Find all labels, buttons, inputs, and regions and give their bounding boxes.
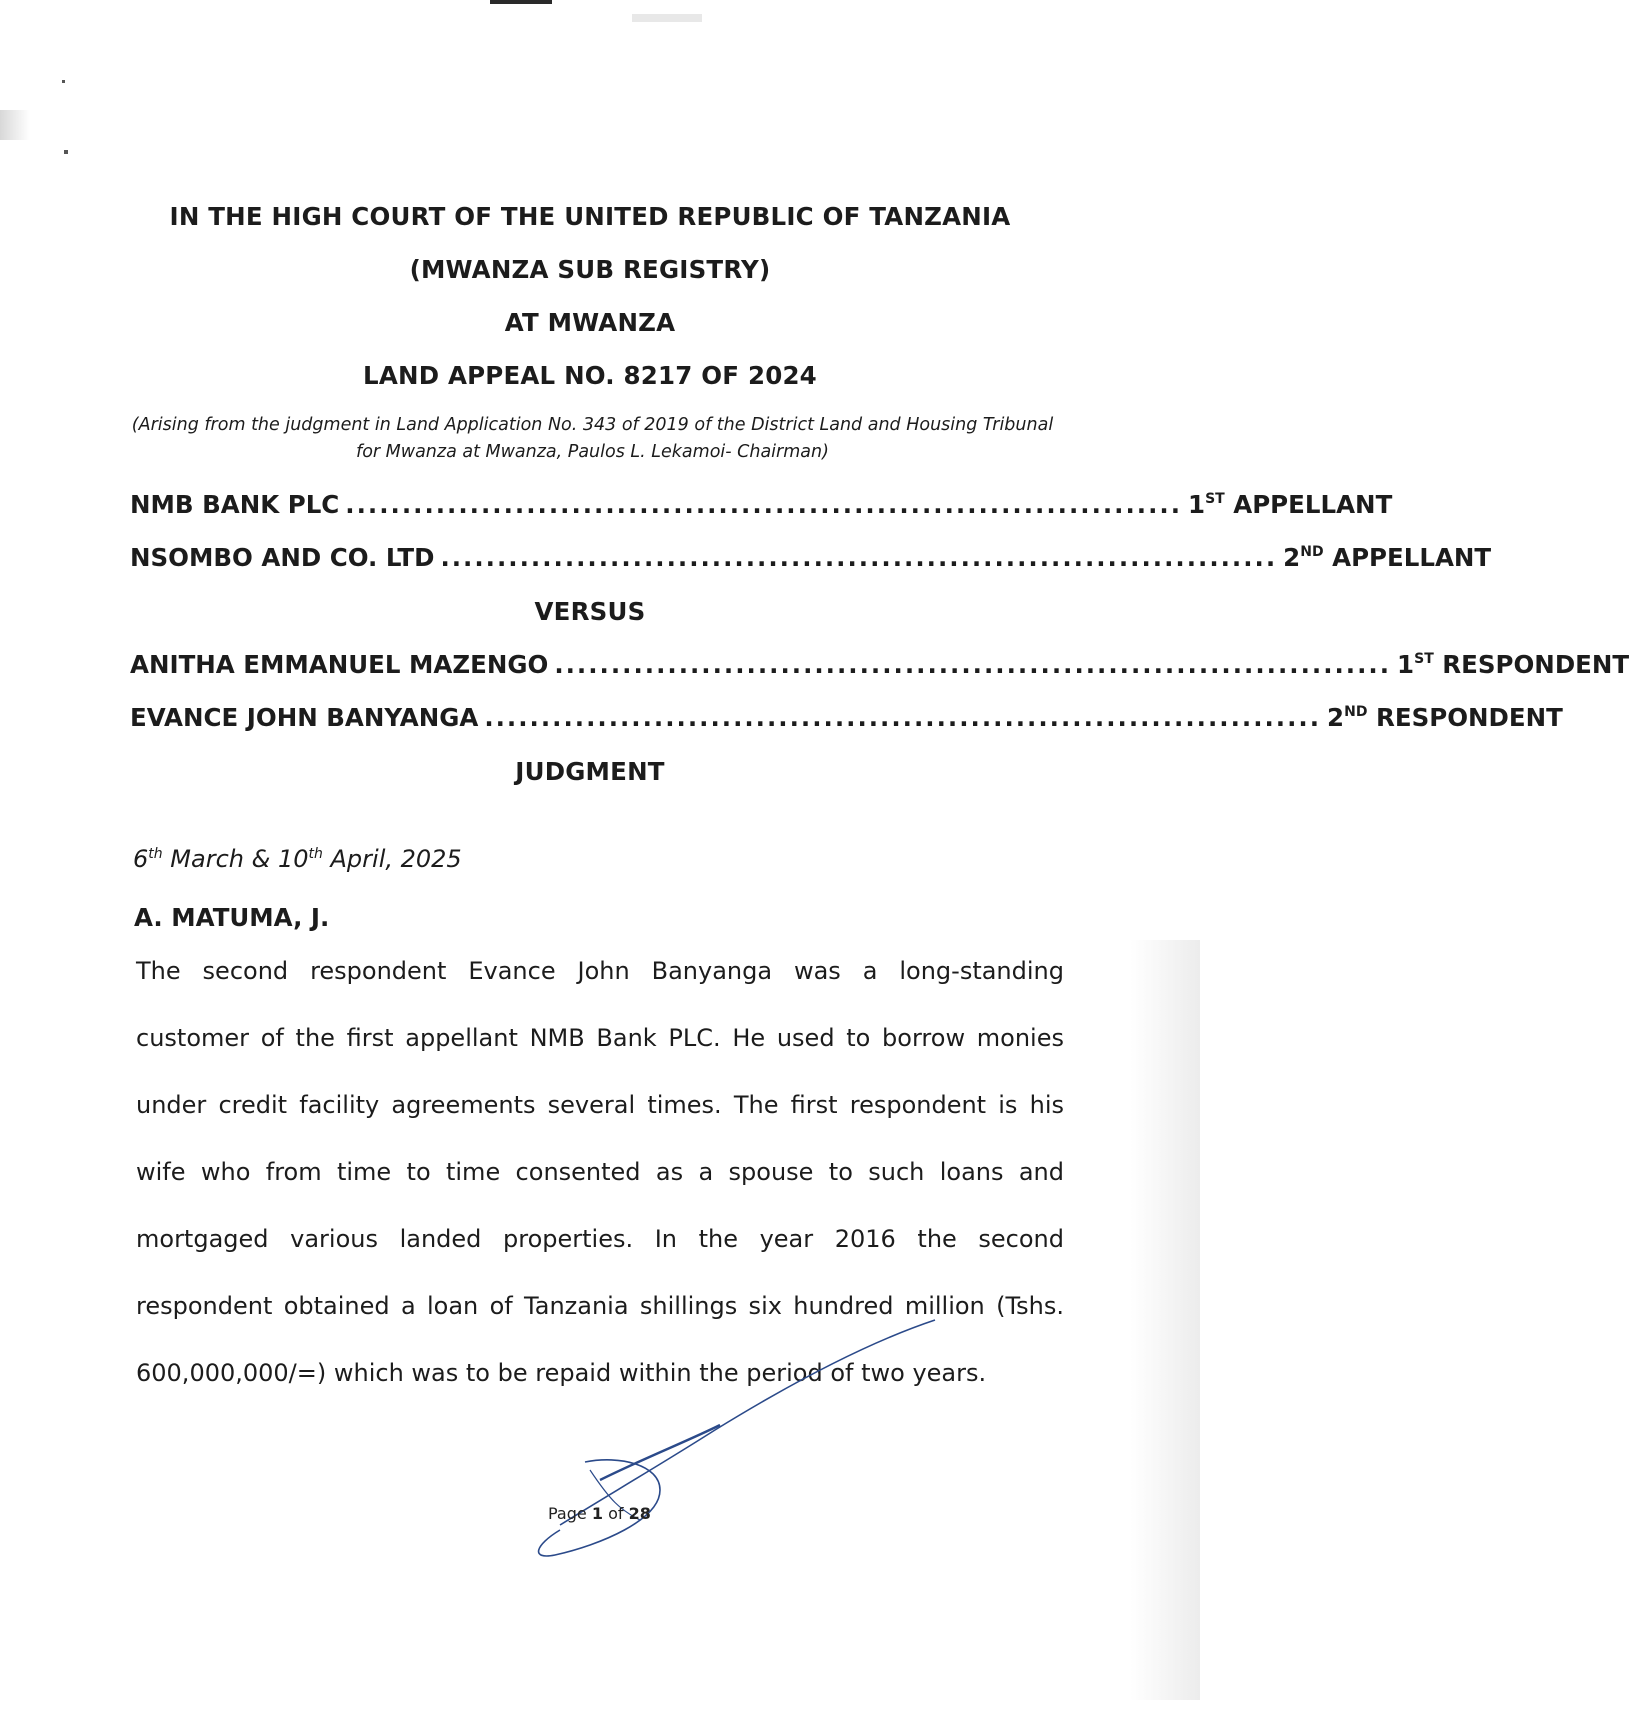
party-name: NSOMBO AND CO. LTD	[130, 543, 435, 572]
leader-dots: ..........................................................................	[440, 543, 1278, 572]
judgment-paragraph: The second respondent Evance John Banyanga was a long-standing customer of the first appellant NMB Bank PLC. He used to borrow monies under credit facility agreements several times. The first respondent is his wife who from time to time consented as a spouse to such loans and mortgaged various landed properties. In the year 2016 the second respondent obtained a loan of Tanzania shillings six hundred million (Tshs. 600,000,000/=) which was to be repaid within the period of two years.	[136, 957, 1064, 1387]
party-row	[130, 543, 1492, 579]
party-role: 2ND APPELLANT	[1283, 543, 1492, 572]
hearing-dates: 6th March & 10th April, 2025	[133, 845, 462, 873]
party-row	[130, 650, 1629, 686]
arising-line-1: (Arising from the judgment in Land Application No. 343 of 2019 of the District Land and Housing Tribunal	[131, 415, 1054, 435]
court-heading: IN THE HIGH COURT OF THE UNITED REPUBLIC OF TANZANIA	[169, 202, 1011, 231]
party-role: 2ND RESPONDENT	[1327, 703, 1563, 732]
judge-name: A. MATUMA, J.	[134, 903, 330, 932]
leader-dots: ..........................................................................	[554, 650, 1392, 679]
leader-dots: ..........................................................................	[484, 703, 1322, 732]
scan-artifact	[0, 110, 30, 140]
party-name: NMB BANK PLC	[130, 490, 340, 519]
party-row	[130, 703, 1563, 739]
scan-artifact	[490, 0, 552, 4]
party-role: 1ST RESPONDENT	[1397, 650, 1629, 679]
versus-heading: VERSUS	[534, 597, 646, 626]
judgment-title: JUDGMENT	[515, 757, 665, 786]
registry-heading: (MWANZA SUB REGISTRY)	[409, 255, 771, 284]
arising-line-2: for Mwanza at Mwanza, Paulos L. Lekamoi- Chairman)	[356, 442, 829, 462]
page-footer: Page 1 of 28	[548, 1504, 651, 1523]
scan-artifact	[62, 80, 65, 83]
scan-artifact	[64, 150, 68, 154]
scan-artifact	[632, 14, 702, 22]
location-heading: AT MWANZA	[504, 308, 676, 337]
party-row	[130, 490, 1393, 526]
party-role: 1ST APPELLANT	[1188, 490, 1393, 519]
leader-dots: ..........................................................................	[345, 490, 1183, 519]
party-name: EVANCE JOHN BANYANGA	[130, 703, 479, 732]
scan-artifact	[1130, 940, 1200, 1700]
case-number: LAND APPEAL NO. 8217 OF 2024	[363, 361, 817, 390]
party-name: ANITHA EMMANUEL MAZENGO	[130, 650, 549, 679]
